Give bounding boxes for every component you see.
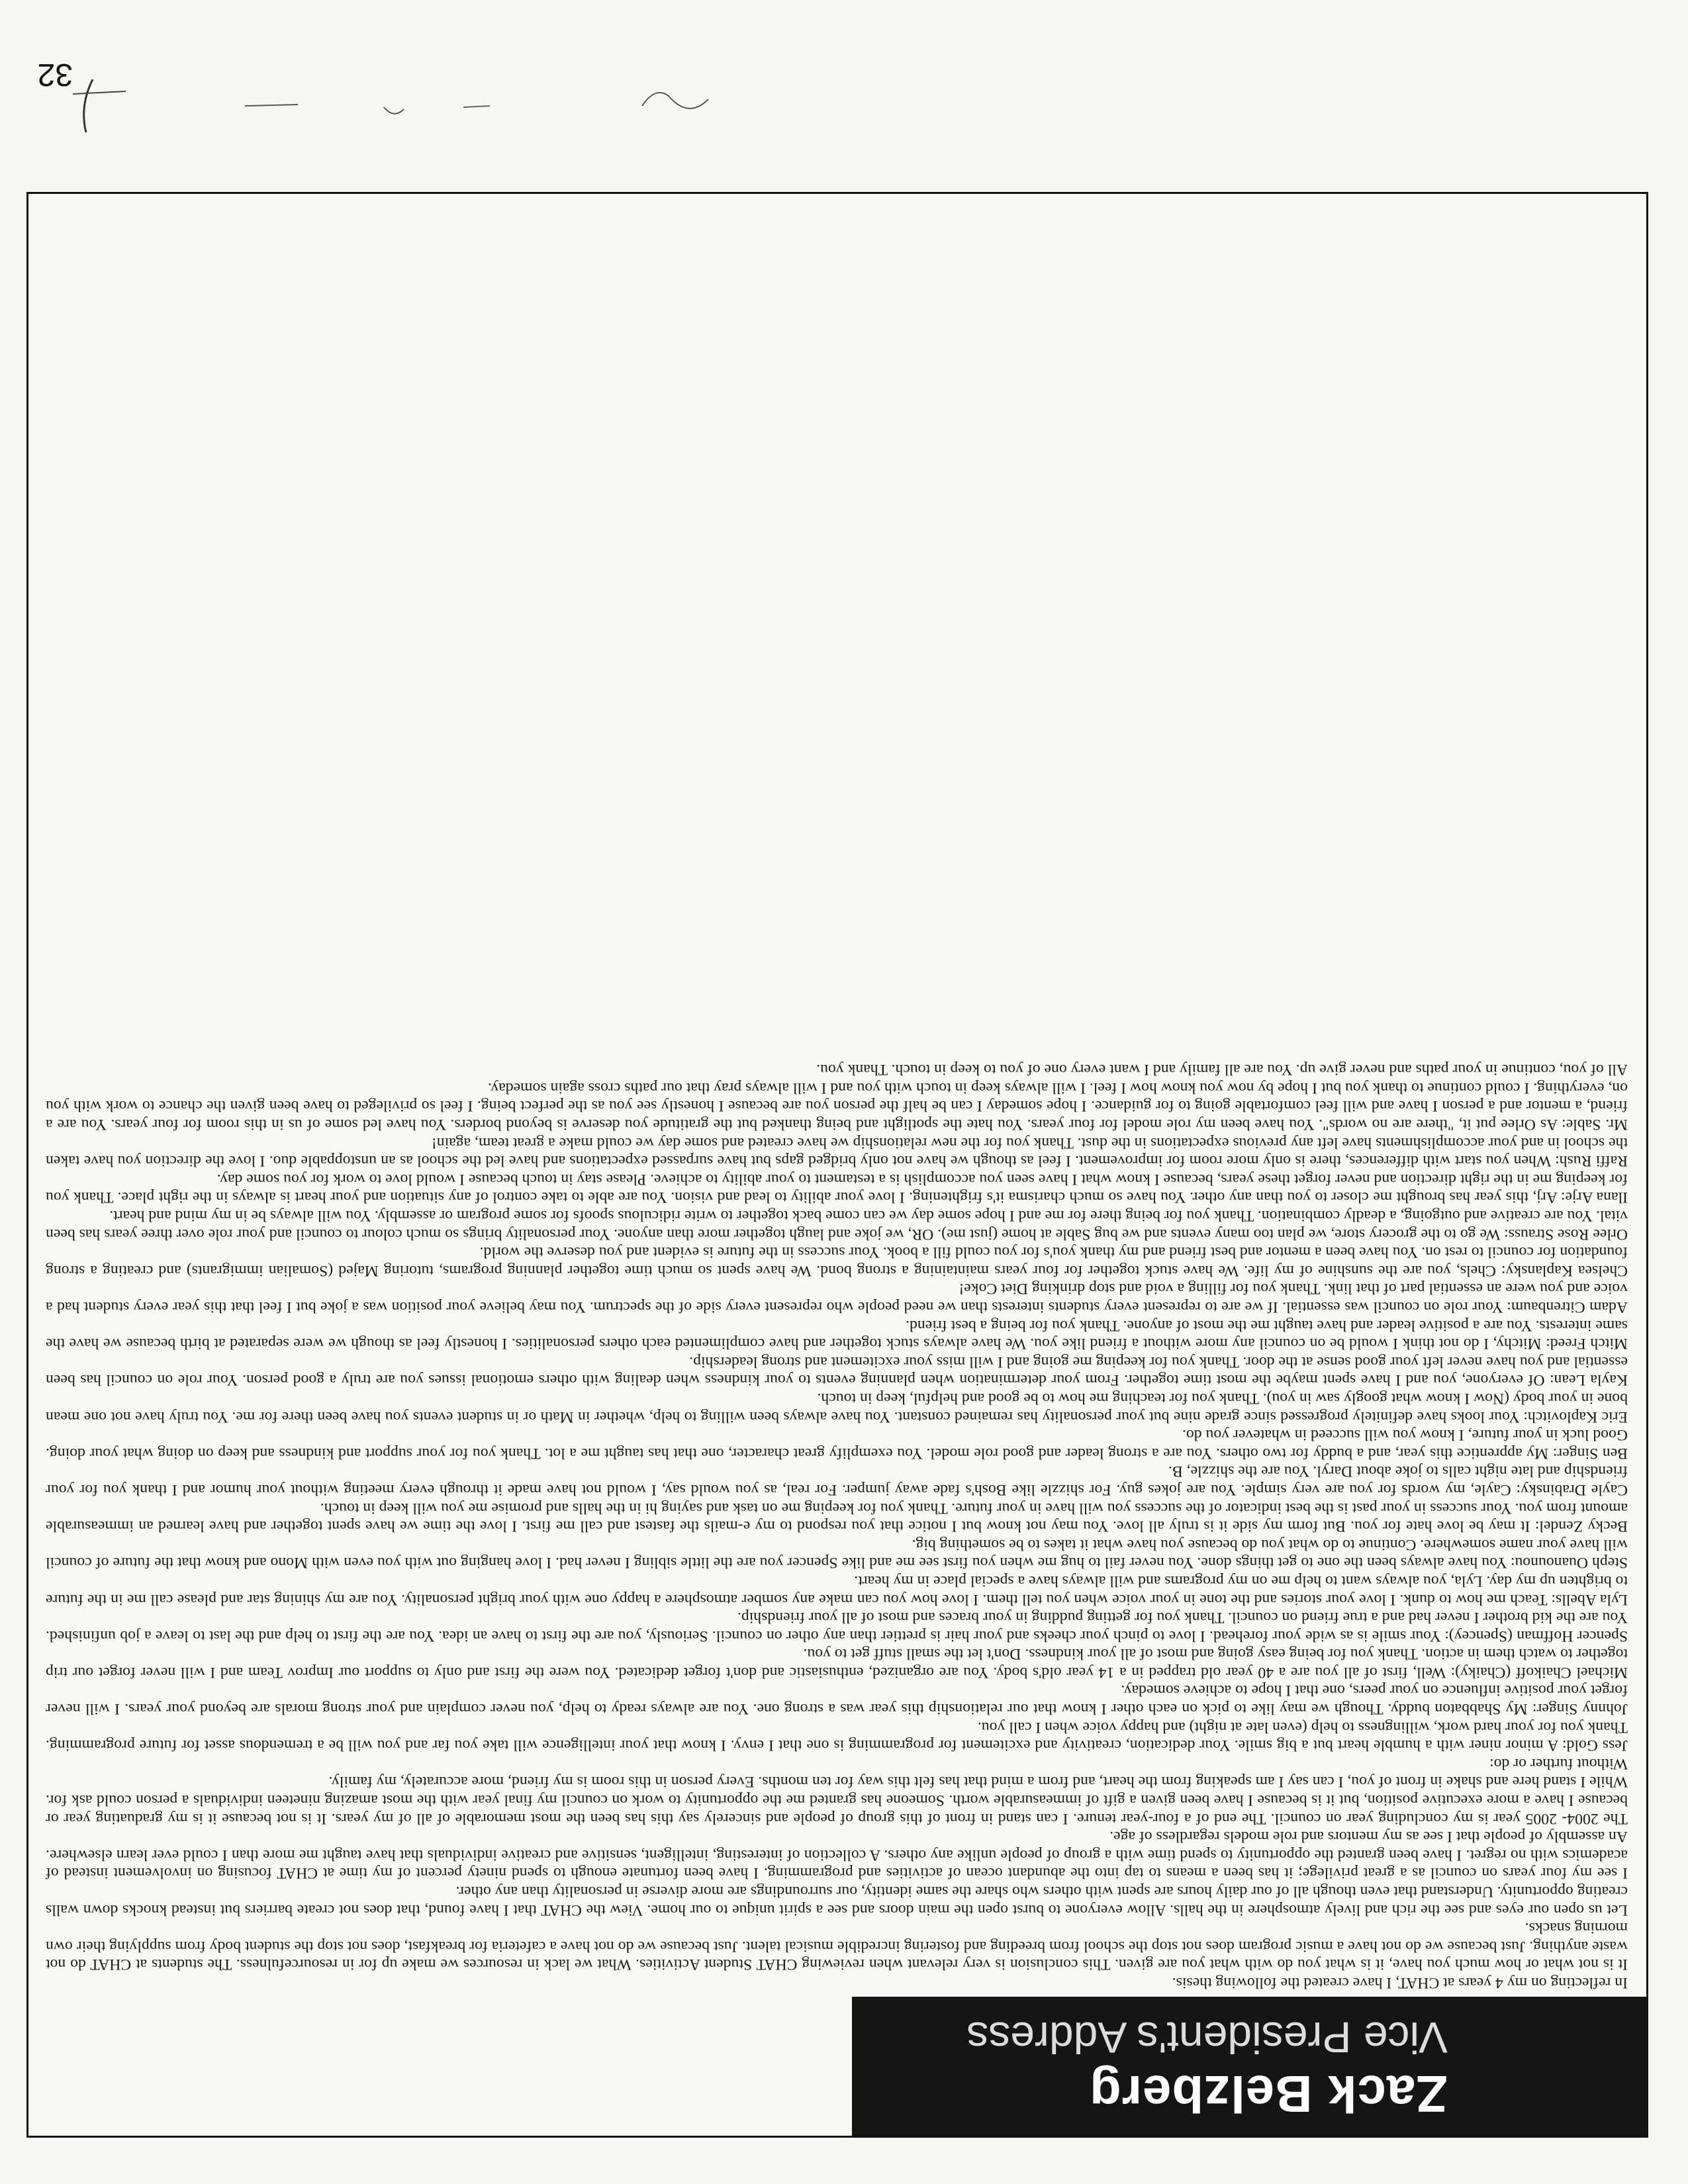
speaker-name: Zack Belzberg — [1089, 2065, 1448, 2123]
tribute-mitch-freed: Mitch Freed: Mitchy, I do not think I would be on council any more without a friend like you. We have always stuck together and have complimented each others personalities. I honestly feel as though we were separated at birth because we have the same interests. You are a positive leader and have taught me the most of anyone. Thank you for being a best friend. — [46, 1316, 1628, 1353]
page-number: 32 — [37, 57, 73, 92]
tribute-cayle-drabinsky: Cayle Drabinsky: Cayle, my words for you are very simple. You are jokes guy. For shizzle like Bosh's fade away jumper. For real, as you would say, I would not have made it through every meeting without your humor and I thank you for your friendship and late night calls to joke about Daryl. You are the shizzle, B. — [46, 1463, 1628, 1498]
paragraph-resources: It is not what or how much you have, it is what you do with what you are given. This conclusion is very relevant when reviewing CHAT Student Activities. What we lack in resources we make up for in resourcefulness. The students at CHAT do not waste anything. Just because we do not have a music program does not stop the school from breeding and fostering incredible musical talent. Just because we do not have a cafeteria for breakfast, does not stop the student body from supplying their own morning snacks. — [46, 1919, 1628, 1974]
tribute-jess-gold: Jess Gold: A minor niner with a humble heart but a big smile. Your dedication, creativity and excitement for programming is one that I envy. I know that your intelligence will take you far and you will be a tremendous asset for future programming. Thank you for your hard work, willingness to help (even late at night) and happy voice when I call you. — [46, 1718, 1628, 1754]
paragraph-closing: All of you, continue in your paths and never give up. You are all family and I want every one of you to keep in touch. Thank you. — [816, 1061, 1628, 1079]
pen-marks — [46, 66, 774, 146]
tribute-eric-kaplovitch: Eric Kaplovitch: Your looks have definitely progressed since grade nine but your personality has remained constant. You have always been willing to help, whether in Math or in student events you have been there for me. You truly have not one mean bone in your body (Now I know what googly saw in you). Thank you for teaching me how to be good and helpful, keep in touch. — [46, 1390, 1628, 1426]
tribute-raffi-rush: Raffi Rush: When you start with differences, there is only more room for improvement. I feel as though we have not only bridged gaps but have surpassed expectations and have led the school as an unstoppable duo. I love the direction you have taken the school in and your accomplishments have left any previous expectations in the dust. Thank you for the new relationship we have created and some day we could make a great team, again! — [46, 1134, 1628, 1170]
tribute-lyla-abells: Lyla Abells: Teach me how to dunk. I love your stories and the tone in your voice when you tell them. I love how you can make any somber atmosphere a happy one with your bright personality. You are my shining star and please call me in the future to brighten up my day. Lyla, you always want to help me on my programs and will always have a special place in my heart. — [46, 1572, 1628, 1608]
tribute-becky-zendel: Becky Zendel: It may be love hate for you. But form my side it is truly all love. You may not know but I notice that you respond to my e-mails the fastest and call me first. I love the time we have spent together and have learned an immeasurable amount from you. Your success in your past is the best indicator of the success you will have in your future. Thank you for keeping me on task and saying hi in the halls and promise me you will keep in touch. — [46, 1499, 1628, 1535]
tribute-johnny-singer: Johnny Singer: My Shabbaton buddy. Though we may like to pick on each other I know that our relationship this year was a strong one. You are always ready to help, you never complain and your strong morals are beyond your years. I will never forget your positive influence on your peers, one that I hope to achieve someday. — [46, 1682, 1628, 1718]
paragraph-transition: Without further or do: — [1489, 1754, 1628, 1772]
tribute-kayla-lean: Kayla Lean: Of everyone, you and I have spent maybe the most time together. From your determination when planning events to your kindness when dealing with others emotional issues you are truly a good person. Your role on council has been essential and you have never left your good sense at the door. Thank you for keeping me going and I will miss your excitement and strong leadership. — [46, 1353, 1628, 1389]
tribute-spencer-hoffman: Spencer Hoffman (Spencey): Your smile is as wide your forehead. I love to pinch your cheeks and your hair is prettier than any other on council. Seriously, you are the first to have an idea. You are the first to help and the last to leave a job unfinished. You are the kid brother I never had and a true friend on council. Thank you for getting pudding in your braces and most of all your friendship. — [46, 1609, 1628, 1645]
tribute-orlee-rose-strauss: Orlee Rose Strauss: We go to the grocery store, we plan too many events and we bug Sable at home (just me). OR, we joke and laugh together more than anyone. Your personality brings so much colour to council and your role over three years has been vital. You are creative and outgoing, a deadly combination. Thank you for being there for me and I hope some day we can come back together to write ridiculous spoofs for some program or assembly. You will always be in my mind and heart. — [46, 1207, 1628, 1243]
tribute-ben-singer: Ben Singer: My apprentice this year, and a buddy for two others. You are a strong leader and good role model. You exemplify great character, one that has taught me a lot. Thank you for your support and kindness and keep on doing what your doing. Good luck in your future, I know you will succeed in whatever you do. — [46, 1426, 1628, 1462]
address-body — [46, 1060, 1628, 1991]
paragraph-atmosphere: Let us open our eyes and see the rich and lively atmosphere in the halls. Allow everyone to burst open the main doors and see a spirit unique to our home. View the CHAT that I have found, that does not create barriers but instead knocks down walls creating opportunity. Understand that even though all of our daily hours are spent with others who share the same identity, our surroundings are more diverse in personality than any other. — [46, 1883, 1628, 1919]
paragraph-council-privilege: I see my four years on council as a great privilege; it has been a means to tap into the abundant ocean of activities and programming. I have been fortunate enough to spend ninety percent of my time at CHAT focusing on involvement instead of academics with no regret. I have been granted the opportunity to spend time with a group of people unlike any others. A collection of interesting, intelligent, sensitive and creative individuals that have taught me more than I could ever learn elsewhere. An assembly of people that I see as my mentors and role models regardless of age. — [46, 1828, 1628, 1882]
paragraph-thesis: In reflecting on my 4 years at CHAT, I have created the following thesis. — [1172, 1974, 1628, 1991]
content-frame — [26, 192, 1648, 2138]
tribute-mr-sable: Mr. Sable: As Orlee put it, "there are no words". You have been my role model for four years. You hate the spotlight and being thanked but the gratitude you deserve is beyond borders. You have led some of us in this room for four years. You are a friend, a mentor and a person I have and will feel comfortable going to for guidance. I hope someday I can be half the person you are because I honestly see you as the perfect being. I feel so privileged to have been given the chance to work with you on, everything. I could continue to thank you but I hope by now you know how I feel. I will always keep in touch with you and I will always pray that our paths cross again someday. — [46, 1079, 1628, 1134]
tribute-michael-chaikoff: Michael Chaikoff (Chaiky): Well, first of all you are a 40 year old trapped in a 14 year old's body. You are organized, enthusiastic and don't forget dedicated. You were the first and only to support our Improv Team and I will never forget our trip together to watch them in action. Thank you for being easy going and most of all your kindness. Don't let the small stuff get to you. — [46, 1645, 1628, 1681]
tribute-ilana-arje: Ilana Arje: Arj, this year has brought me closer to you than any other. You have so much charisma it's frightening. I love your ability to lead and vision. You are able to take control of any situation and your heart is always in the right place. Thank you for keeping me in the right direction and never forget these years, because I know what I have seen you accomplish is a testament to your ability to achieve. Please stay in touch because I would love to work for you some day. — [46, 1170, 1628, 1206]
title-banner — [852, 1997, 1646, 2136]
tribute-chelsea-kaplansky: Chelsea Kaplansky: Chels, you are the sunshine of my life. We have stuck together for four years maintaining a strong bond. We have spent so much time together planning programs, tutoring Majed (Somalian immigrants) and creating a strong foundation for council to rest on. You have been a mentor and best friend and my thank you's for you could fill a book. Your success in the future is evident and you deserve the world. — [46, 1244, 1628, 1279]
tribute-steph-ouanounou: Steph Ouanounou: You have always been the one to get things done. You never fail to hug me when you first see me and like Spencer you are the little sibling I never had. I love hanging out with you even with Mono and know that the future of council will have your name somewhere. Continue to do what you do because you have what it takes to be something big. — [46, 1535, 1628, 1572]
tribute-adam-citrenbaum: Adam Citrenbaum: Your role on council was essential. If we are to represent every students interests than we need people who represent every side of the spectrum. You may believe your position was a joke but I feel that this year every student had a voice and you were an essential part of that link. Thank you for filling a void and stop drinking Diet Coke! — [46, 1280, 1628, 1316]
speaker-title: Vice President's Address — [966, 2013, 1448, 2062]
paragraph-concluding-year: The 2004- 2005 year is my concluding year on council. The end of a four-year tenure. I can stand in front of this group of people and sincerely say this has been the most memorable of all of my years. It is not because it is my graduating year or because I have a more executive position, but it is because I have been given a gift of immeasurable worth. Someone has granted me the opportunity to work on council my final year with the most amazing nineteen individuals a person could ask for. While I stand here and shake in front of you, I can say I am speaking from the heart, and from a mind that has felt this way for ten months. Every person in this room is my friend, more accurately, my family. — [46, 1773, 1628, 1827]
